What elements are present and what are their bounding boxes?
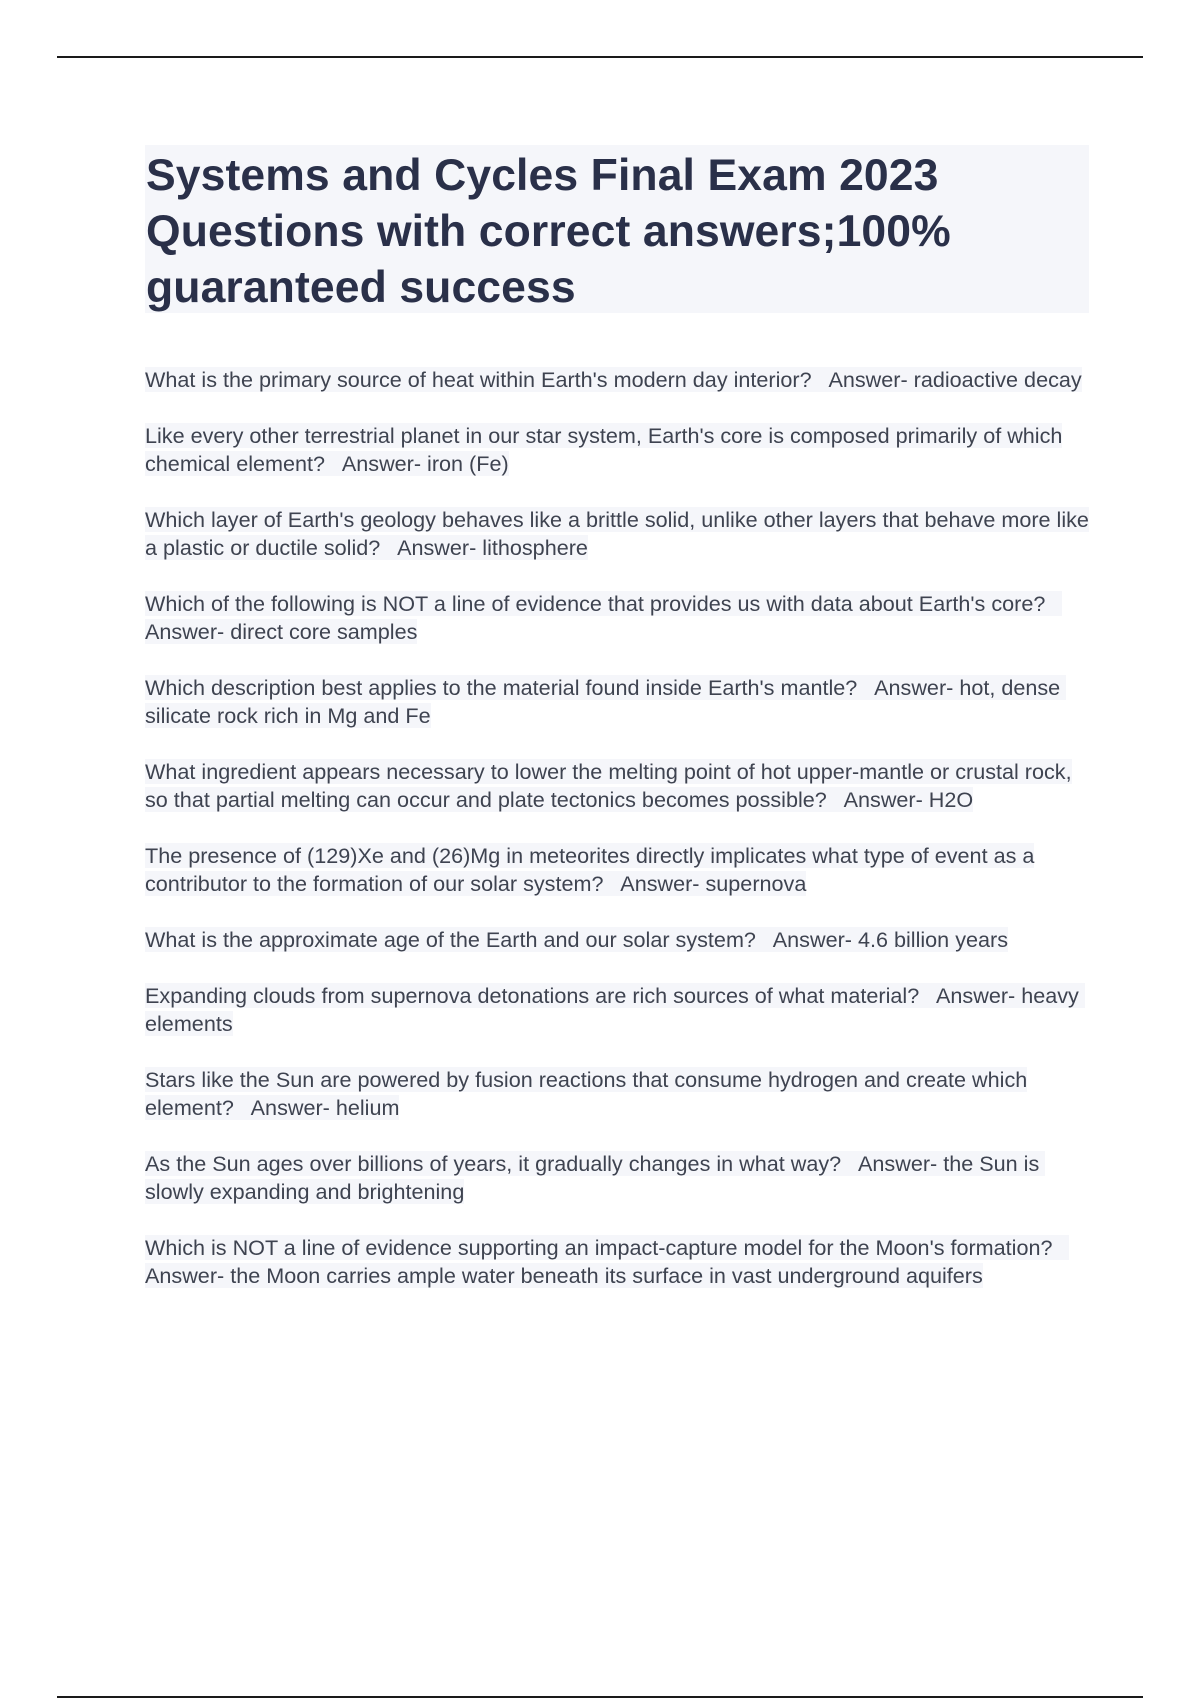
question-text: What is the approximate age of the Earth and our solar system? [145,927,756,952]
answer-text: Answer- iron (Fe) [341,451,509,476]
qa-item [145,366,1095,394]
question-text: Which of the following is NOT a line of evidence that provides us with data about Earth's core? [145,591,1046,616]
qa-item [145,1150,1095,1206]
question-text: Which description best applies to the material found inside Earth's mantle? [145,675,858,700]
qa-item [145,758,1095,814]
question-text: Like every other terrestrial planet in our star system, Earth's core is composed primarily of which chemical element? [145,423,1063,476]
answer-text: Answer- direct core samples [145,619,418,644]
answer-text: Answer- hot, dense silicate rock rich in Mg and Fe [145,675,1067,728]
qa-item [145,422,1095,478]
qa-item [145,1234,1095,1290]
qa-item [145,982,1095,1038]
question-text: Stars like the Sun are powered by fusion reactions that consume hydrogen and create which element? [145,1067,1028,1120]
question-text: The presence of (129)Xe and (26)Mg in meteorites directly implicates what type of event as a contributor to the formation of our solar system? [145,843,1035,896]
answer-text: Answer- H2O [843,787,974,812]
qa-item [145,842,1095,898]
answer-text: Answer- helium [250,1095,400,1120]
document-title: Systems and Cycles Final Exam 2023 Questions with correct answers;100% guaranteed success [146,151,951,312]
title-block [145,145,1089,313]
bottom-rule [57,1696,1143,1698]
answer-text: Answer- lithosphere [397,535,588,560]
qa-item [145,506,1095,562]
qa-item [145,926,1095,954]
answer-text: Answer- radioactive decay [828,367,1082,392]
question-text: As the Sun ages over billions of years, it gradually changes in what way? [145,1151,842,1176]
answer-text: Answer- the Sun is slowly expanding and brightening [145,1151,1046,1204]
answer-text: Answer- heavy elements [145,983,1085,1036]
question-text: Which is NOT a line of evidence supporting an impact-capture model for the Moon's formation? [145,1235,1053,1260]
answer-text: Answer- supernova [620,871,807,896]
top-rule [57,56,1143,58]
qa-item [145,590,1095,646]
answer-text: Answer- 4.6 billion years [772,927,1008,952]
answer-text: Answer- the Moon carries ample water beneath its surface in vast underground aquifers [145,1263,983,1288]
qa-item [145,674,1095,730]
question-text: What ingredient appears necessary to lower the melting point of hot upper-mantle or crustal rock, so that partial melting can occur and plate tectonics becomes possible? [145,759,1072,812]
question-text: Expanding clouds from supernova detonations are rich sources of what material? [145,983,920,1008]
qa-list [145,366,1095,1318]
question-text: What is the primary source of heat within Earth's modern day interior? [145,367,812,392]
question-text: Which layer of Earth's geology behaves like a brittle solid, unlike other layers that behave more like a plastic or ductile solid? [145,507,1089,560]
qa-item [145,1066,1095,1122]
